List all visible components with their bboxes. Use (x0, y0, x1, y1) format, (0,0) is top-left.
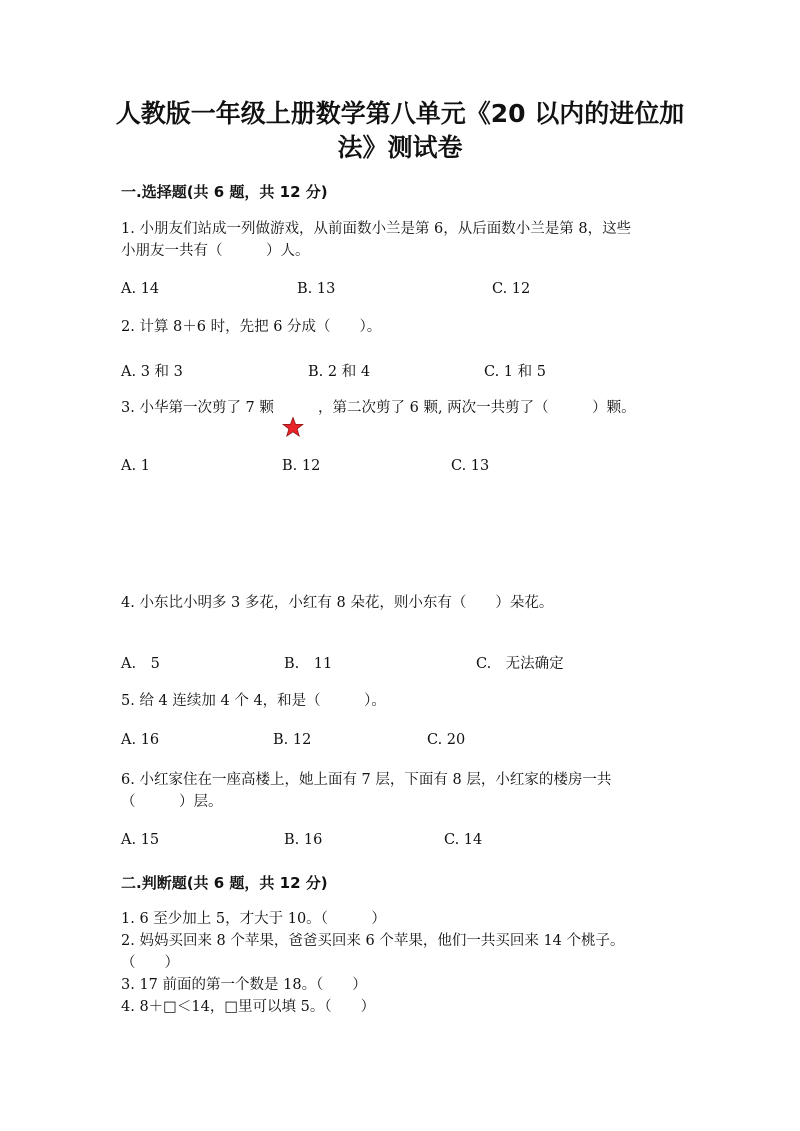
page-title-line2: 法》测试卷 (337, 133, 463, 162)
question-3-part-a: 3. 小华第一次剪了 7 颗 (121, 400, 274, 416)
section-choice-heading: 一.选择题(共 6 题，共 12 分) (121, 183, 328, 201)
question-2-option-a: A. 3 和 3 (121, 364, 183, 380)
question-6-option-b: B. 16 (284, 832, 323, 848)
question-6-line2: （ ）层。 (121, 794, 223, 810)
question-5-option-a: A. 16 (121, 732, 160, 748)
question-2-option-c: C. 1 和 5 (484, 364, 546, 380)
question-4-option-a: A. 5 (121, 656, 160, 672)
judge-item-1: 1. 6 至少加上 5，才大于 10。（ ） (121, 911, 386, 927)
question-1-line2: 小朋友一共有（ ）人。 (121, 243, 310, 259)
page-title-line1: 人教版一年级上册数学第八单元《20 以内的进位加 (115, 99, 685, 128)
question-6-option-c: C. 14 (444, 832, 483, 848)
question-2-option-b: B. 2 和 4 (308, 364, 371, 380)
question-3-option-a: A. 1 (121, 458, 150, 474)
question-2: 2. 计算 8＋6 时，先把 6 分成（ ）。 (121, 319, 382, 335)
question-3-part-b: ，第二次剪了 6 颗, 两次一共剪了（ ）颗。 (318, 400, 636, 416)
question-1-line1: 1. 小朋友们站成一列做游戏，从前面数小兰是第 6，从后面数小兰是第 8，这些 (121, 221, 632, 237)
judge-item-3: 3. 17 前面的第一个数是 18。（ ） (121, 977, 367, 993)
question-6-option-a: A. 15 (121, 832, 160, 848)
question-1-option-a: A. 14 (121, 281, 160, 297)
section-judge-heading: 二.判断题(共 6 题，共 12 分) (121, 874, 328, 892)
question-5-option-b: B. 12 (273, 732, 312, 748)
question-1-option-c: C. 12 (492, 281, 531, 297)
question-3-option-b: B. 12 (282, 458, 321, 474)
question-1-option-b: B. 13 (297, 281, 336, 297)
judge-item-2-blank: （ ） (121, 955, 179, 971)
question-4: 4. 小东比小明多 3 多花，小红有 8 朵花，则小东有（ ）朵花。 (121, 595, 554, 611)
question-3-option-c: C. 13 (451, 458, 490, 474)
red-star-icon (282, 416, 304, 438)
question-5-option-c: C. 20 (427, 732, 466, 748)
question-4-option-b: B. 11 (284, 656, 333, 672)
judge-item-2: 2. 妈妈买回来 8 个苹果，爸爸买回来 6 个苹果，他们一共买回来 14 个桃子。 (121, 933, 625, 949)
question-6-line1: 6. 小红家住在一座高楼上，她上面有 7 层，下面有 8 层，小红家的楼房一共 (121, 772, 612, 788)
question-4-option-c: C. 无法确定 (476, 656, 564, 672)
question-5: 5. 给 4 连续加 4 个 4，和是（ ）。 (121, 693, 386, 709)
judge-item-4: 4. 8＋□＜14，□里可以填 5。（ ） (121, 999, 376, 1015)
